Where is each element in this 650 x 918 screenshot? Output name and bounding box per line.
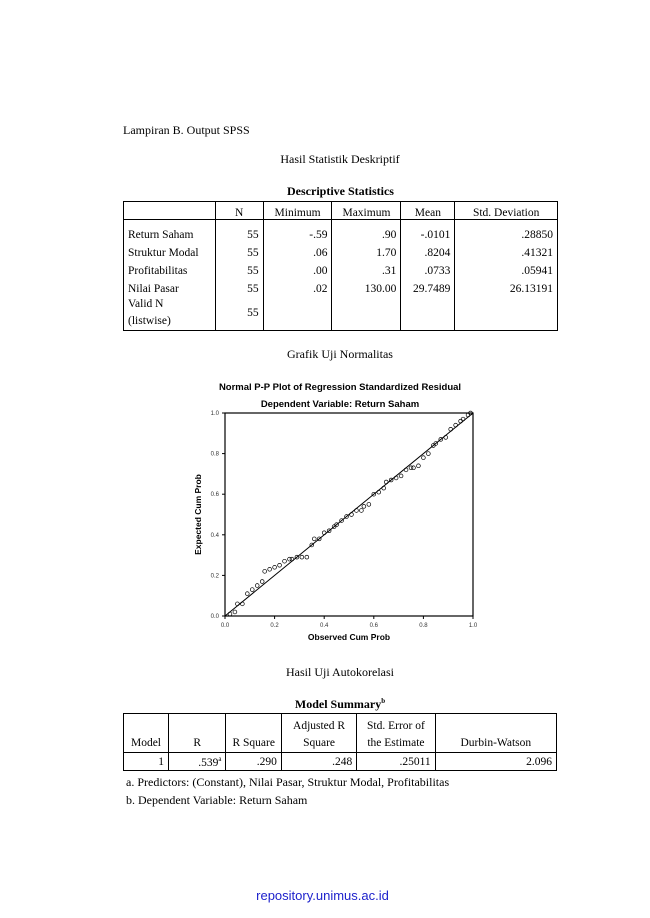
empty-cell [263, 296, 332, 331]
table-header-cell: Minimum [263, 202, 332, 220]
cell-n: 55 [215, 242, 263, 260]
row-label: Nilai Pasar [124, 278, 216, 296]
table-header-cell: Mean [401, 202, 455, 220]
cell-n: 55 [215, 296, 263, 331]
x-tick-label: 1.0 [468, 623, 478, 629]
table-row [124, 242, 558, 260]
descriptive-table-title: Descriptive Statistics [287, 184, 394, 198]
x-tick-label: 0.8 [419, 623, 428, 629]
cell-durbin-watson: 2.096 [435, 753, 556, 771]
cell-sd: .28850 [455, 220, 558, 243]
section-autocorrelation-heading: Hasil Uji Autokorelasi [286, 665, 394, 679]
header-model: Model [124, 714, 169, 753]
header-durbin-watson: Durbin-Watson [435, 714, 556, 753]
table-header-cell [124, 202, 216, 220]
cell-mean: 29.7489 [401, 278, 455, 296]
cell-sd: .41321 [455, 242, 558, 260]
x-tick-label: 0.4 [320, 623, 329, 629]
x-axis-label: Observed Cum Prob [307, 632, 391, 642]
cell-min: .02 [263, 278, 332, 296]
cell-model: 1 [124, 753, 169, 771]
chart-title: Normal P-P Plot of Regression Standardized Residual [218, 382, 462, 393]
header-r-square: R Square [226, 714, 281, 753]
cell-r-value: .539 [198, 756, 219, 769]
empty-cell [332, 296, 401, 331]
listwise-label: (listwise) [128, 315, 171, 327]
descriptive-statistics-table [123, 201, 558, 331]
cell-mean: .0733 [401, 260, 455, 278]
model-summary-table [123, 713, 557, 771]
chart-subtitle: Dependent Variable: Return Saham [260, 399, 420, 410]
cell-r [168, 753, 226, 771]
cell-min: -.59 [263, 220, 332, 243]
y-tick-label: 0.6 [210, 492, 219, 499]
y-tick-label: 0.0 [210, 614, 219, 620]
pp-plot-chart [185, 408, 485, 648]
table-header-cell: Std. Deviation [455, 202, 558, 220]
cell-std-error: .25011 [357, 753, 435, 771]
cell-min: .00 [263, 260, 332, 278]
y-tick-label: 0.8 [210, 451, 219, 458]
cell-sd: 26.13191 [455, 278, 558, 296]
cell-mean: -.0101 [401, 220, 455, 243]
cell-mean: .8204 [401, 242, 455, 260]
cell-sd: .05941 [455, 260, 558, 278]
x-tick-label: 0.0 [220, 623, 230, 629]
empty-cell [455, 296, 558, 331]
header-std-error-line1: Std. Error of [367, 720, 425, 732]
table-row [124, 260, 558, 278]
cell-r-sup: a [218, 754, 222, 763]
cell-r-square: .290 [226, 753, 281, 771]
cell-n: 55 [215, 260, 263, 278]
repository-link[interactable]: repository.unimus.ac.id [256, 888, 389, 903]
table-row [124, 753, 557, 771]
table-header-cell: N [215, 202, 263, 220]
cell-max: 1.70 [332, 242, 401, 260]
y-tick-label: 1.0 [210, 411, 219, 417]
header-adjusted-r-square [281, 714, 356, 753]
section-normality-heading: Grafik Uji Normalitas [287, 347, 393, 361]
header-adjusted-line2: Square [303, 737, 336, 749]
x-tick-label: 0.6 [369, 623, 378, 629]
row-label [124, 296, 216, 331]
model-summary-sup: b [381, 697, 386, 705]
header-std-error-line2: the Estimate [367, 737, 425, 749]
footnote-a: a. Predictors: (Constant), Nilai Pasar, Struktur Modal, Profitabilitas [126, 775, 450, 789]
row-label: Return Saham [124, 220, 216, 243]
cell-n: 55 [215, 220, 263, 243]
cell-n: 55 [215, 278, 263, 296]
cell-max: .90 [332, 220, 401, 243]
empty-cell [401, 296, 455, 331]
table-header-cell: Maximum [332, 202, 401, 220]
footnote-b: b. Dependent Variable: Return Saham [126, 793, 308, 807]
table-row [124, 296, 558, 331]
model-summary-title [123, 697, 557, 712]
model-summary-title-text: Model Summary [294, 697, 382, 711]
y-tick-label: 0.2 [210, 573, 219, 580]
table-row [124, 220, 558, 243]
header-adjusted-line1: Adjusted R [293, 720, 346, 732]
valid-n-label: Valid N [128, 298, 164, 310]
lampiran-heading: Lampiran B. Output SPSS [123, 123, 250, 137]
y-tick-label: 0.4 [210, 532, 219, 539]
section-descriptive-heading: Hasil Statistik Deskriptif [280, 152, 400, 166]
table-row [124, 278, 558, 296]
row-label: Struktur Modal [124, 242, 216, 260]
cell-max: .31 [332, 260, 401, 278]
cell-max: 130.00 [332, 278, 401, 296]
y-axis-label: Expected Cum Prob [193, 474, 203, 555]
cell-adjusted-r-square: .248 [281, 753, 356, 771]
cell-min: .06 [263, 242, 332, 260]
row-label: Profitabilitas [124, 260, 216, 278]
x-tick-label: 0.2 [270, 623, 279, 629]
header-std-error [357, 714, 435, 753]
header-r: R [168, 714, 226, 753]
